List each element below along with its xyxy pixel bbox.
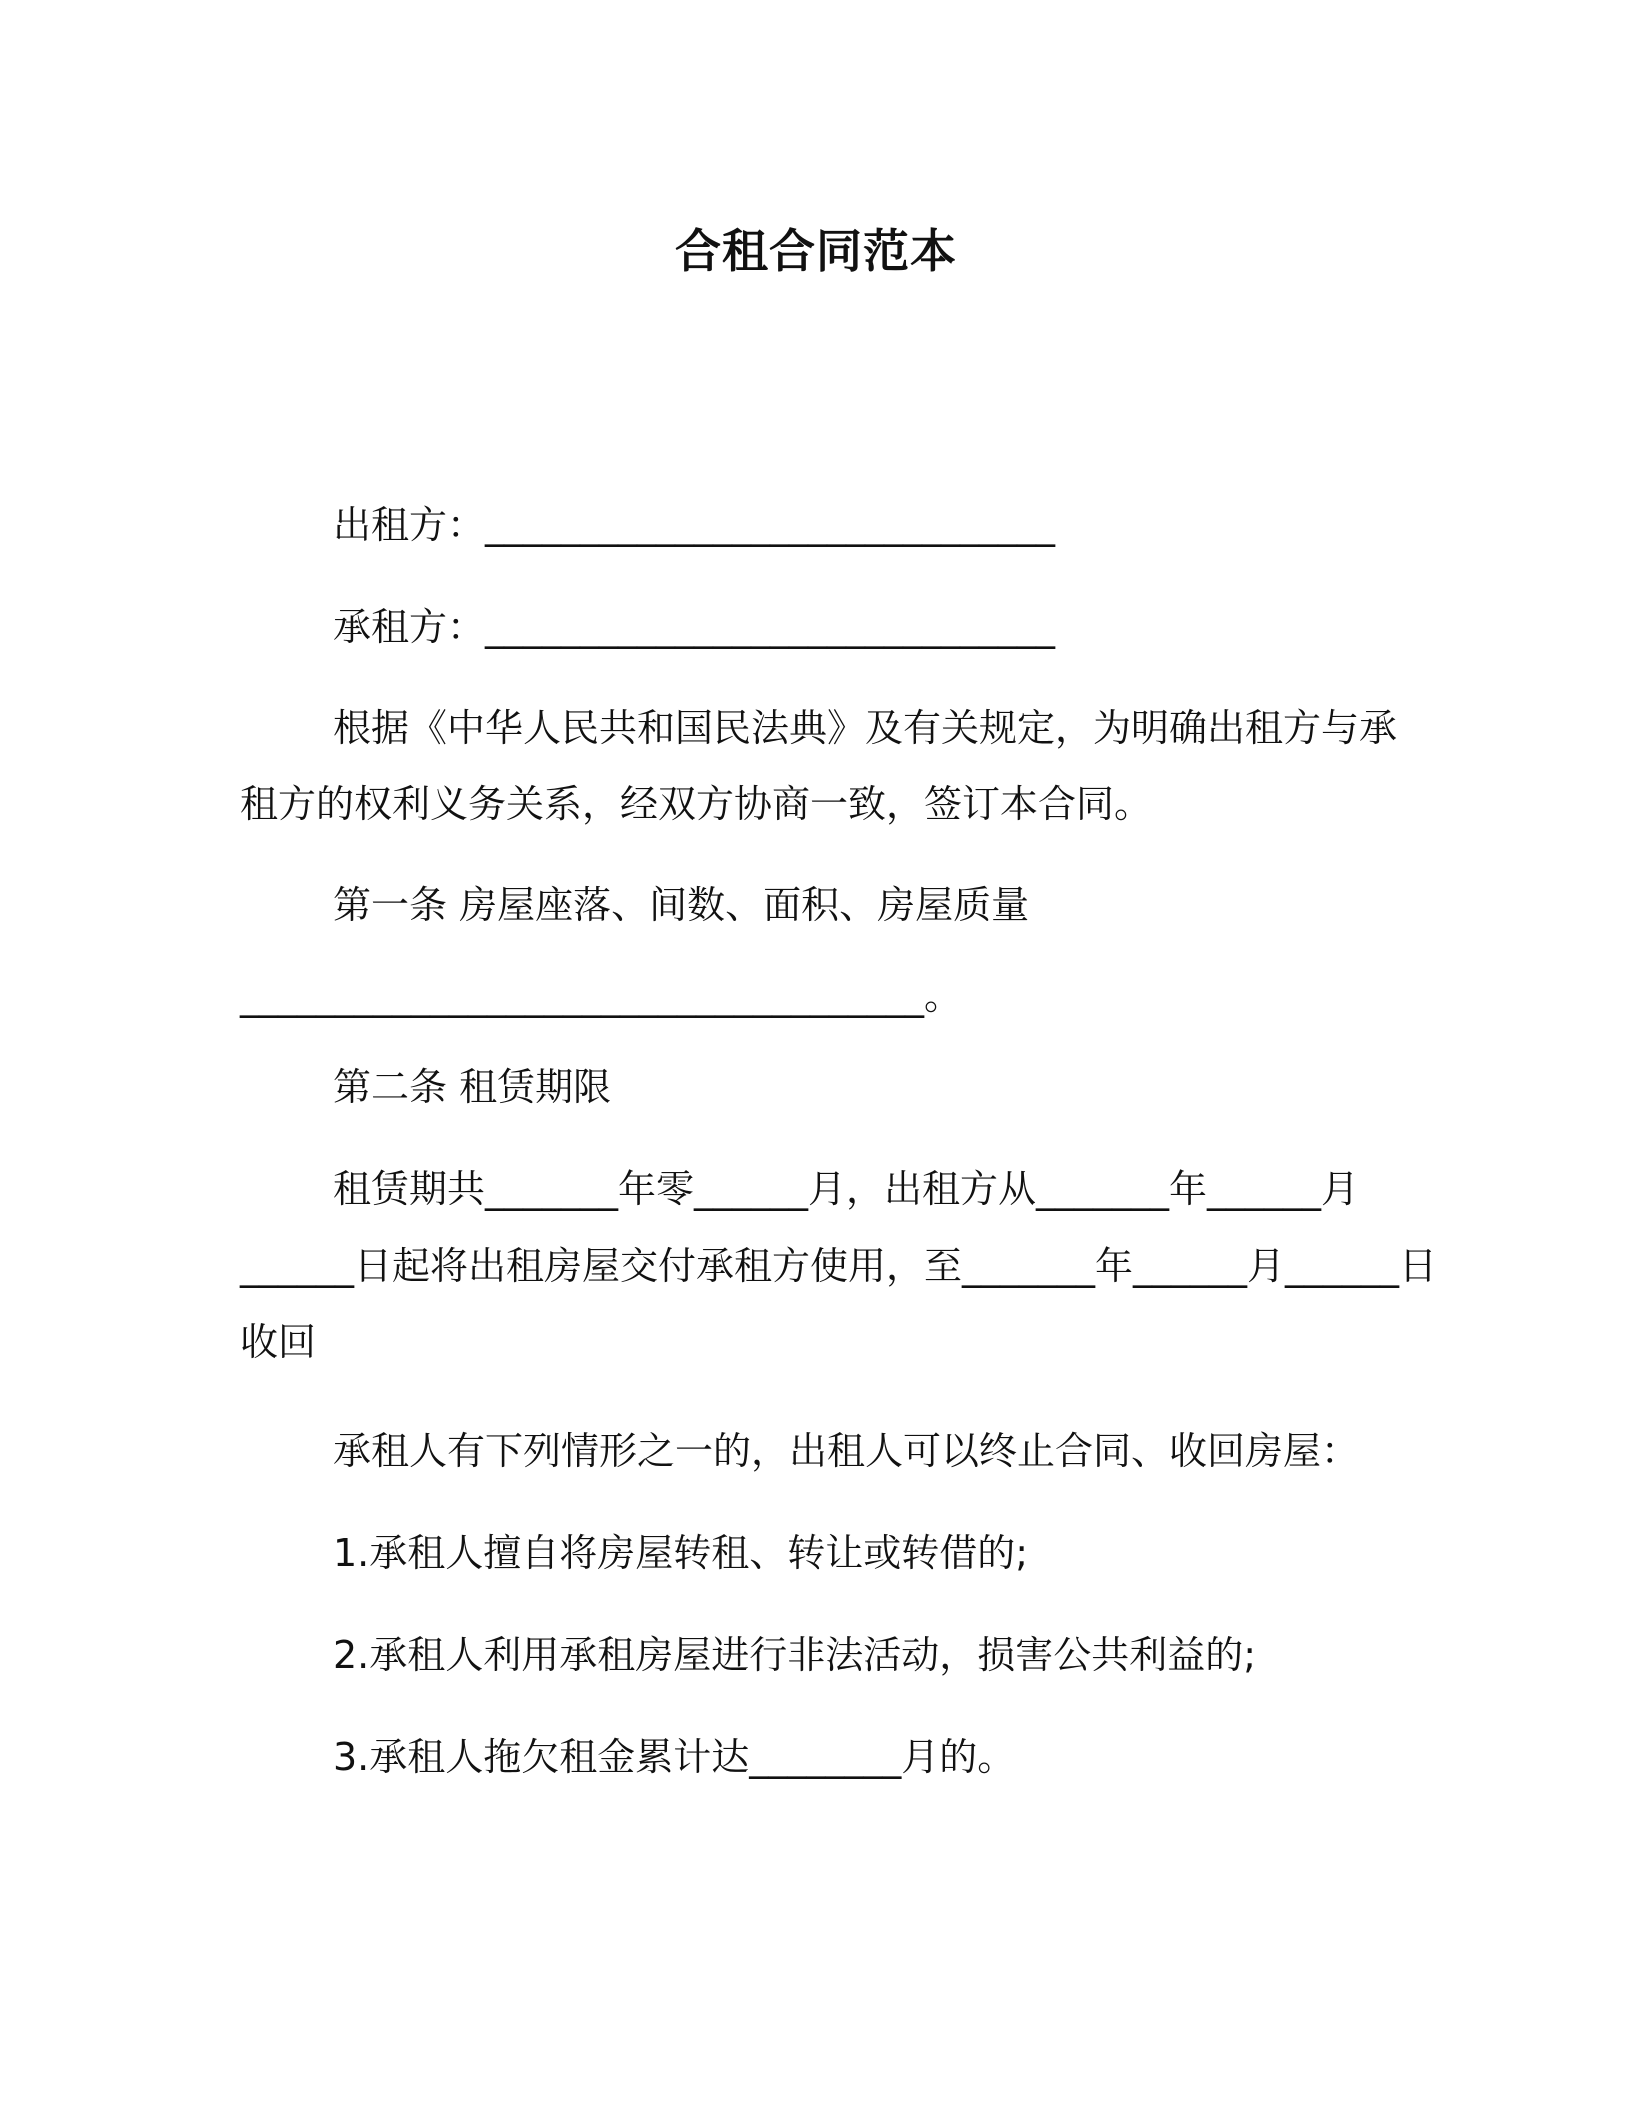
lessor-line: 出租方：______________________________: [333, 503, 1056, 547]
preamble-line-2: 租方的权利义务关系，经双方协商一致，签订本合同。: [240, 782, 1153, 826]
termination-intro: 承租人有下列情形之一的，出租人可以终止合同、收回房屋：: [333, 1429, 1360, 1473]
document-title: 合租合同范本: [675, 224, 957, 278]
termination-item-3: 3.承租人拖欠租金累计达________月的。: [333, 1735, 1016, 1779]
article-1-blank: ____________________________________。: [240, 974, 963, 1018]
article-1-heading: 第一条 房屋座落、间数、面积、房屋质量: [333, 883, 1030, 927]
term-line-2: ______日起将出租房屋交付承租方使用，至_______年______月______日: [240, 1244, 1438, 1288]
preamble-line-1: 根据《中华人民共和国民法典》及有关规定，为明确出租方与承: [333, 706, 1398, 750]
term-line-1: 租赁期共_______年零______月，出租方从_______年______月: [333, 1167, 1360, 1211]
termination-item-2: 2.承租人利用承租房屋进行非法活动，损害公共利益的;: [333, 1633, 1257, 1677]
term-line-3: 收回: [240, 1320, 317, 1364]
lessee-line: 承租方：______________________________: [333, 605, 1056, 649]
article-2-heading: 第二条 租赁期限: [333, 1065, 612, 1109]
termination-item-1: 1.承租人擅自将房屋转租、转让或转借的;: [333, 1531, 1029, 1575]
